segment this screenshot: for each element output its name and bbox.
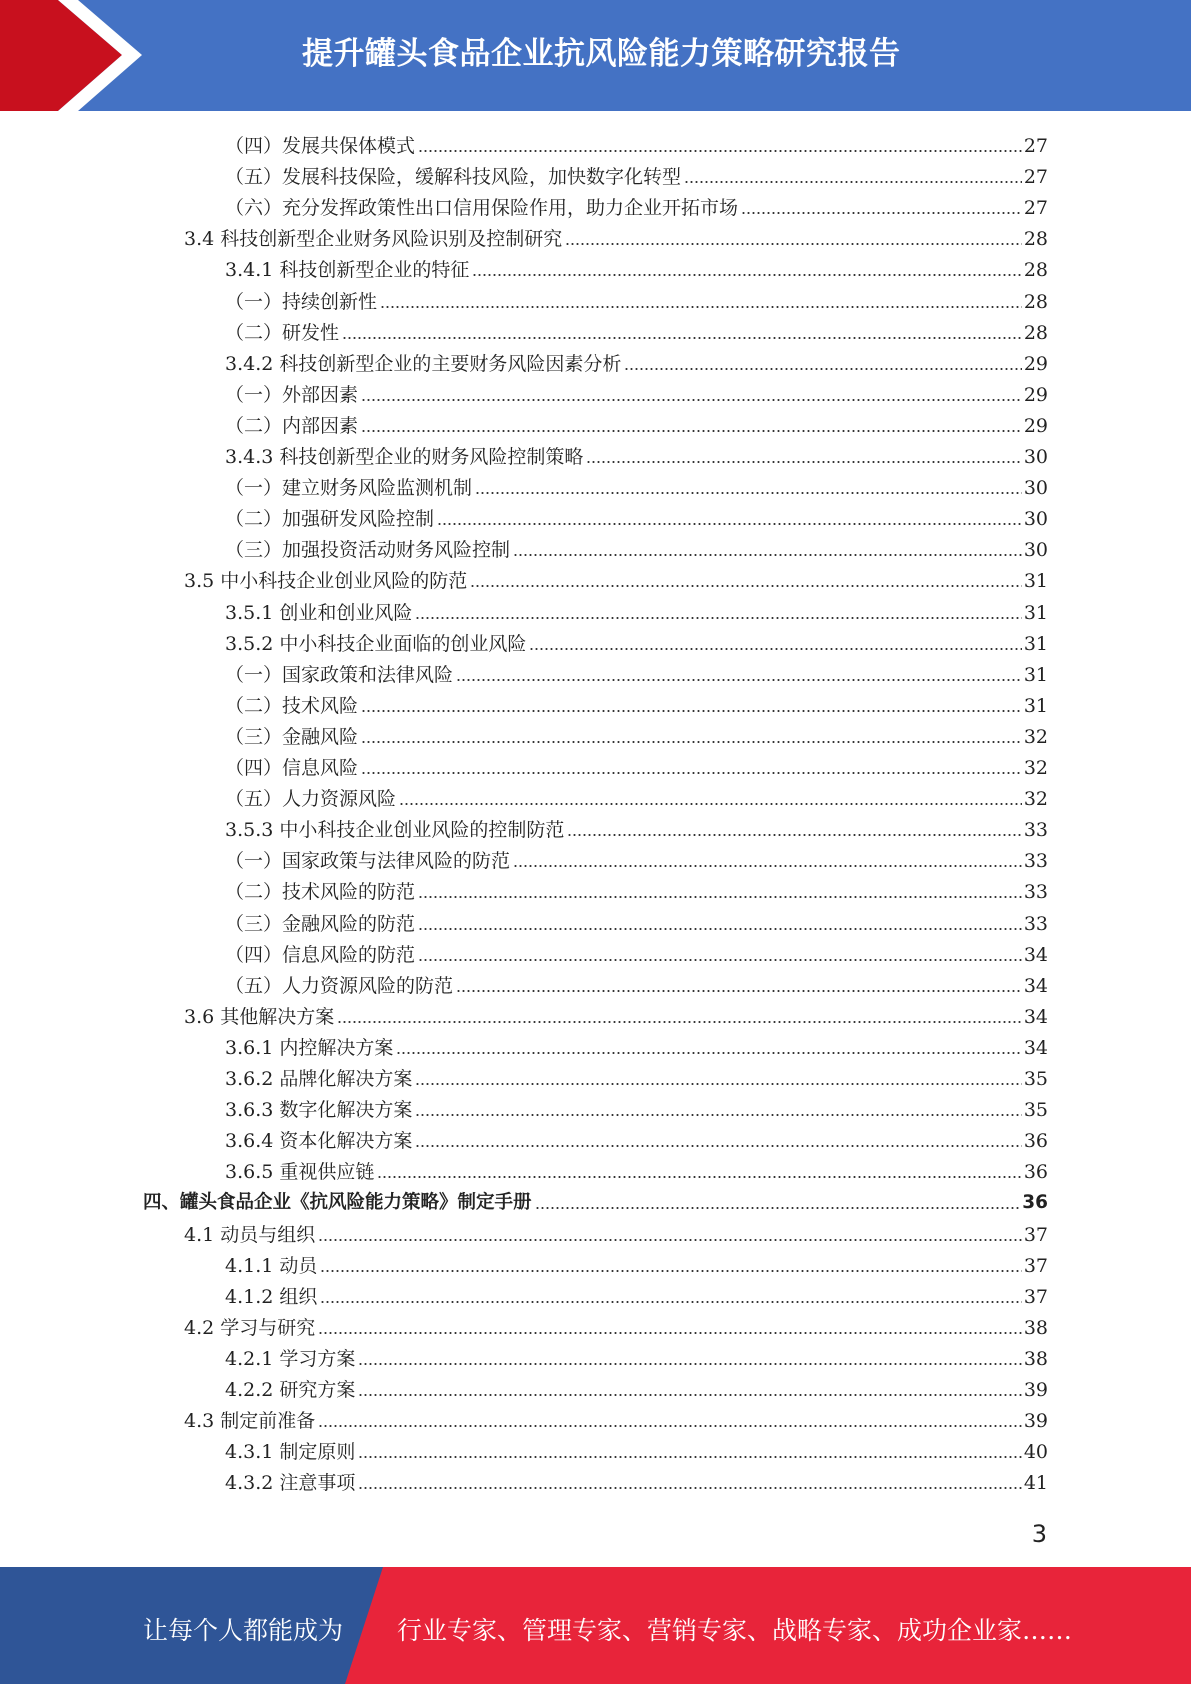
toc-dot-leader (320, 1269, 1021, 1273)
toc-entry-title: （二）研发性 (225, 321, 340, 344)
toc-dot-leader (472, 273, 1021, 277)
toc-entry-title: 3.5 中小科技企业创业风险的防范 (184, 570, 468, 593)
toc-entry-title: （一）建立财务风险监测机制 (225, 477, 473, 500)
toc-dot-leader (415, 1082, 1021, 1086)
toc-dot-leader (358, 1393, 1021, 1397)
toc-entry[interactable] (225, 718, 1048, 749)
toc-entry-title: （五）发展科技保险，缓解科技风险，加快数字化转型 (225, 166, 682, 189)
toc-entry-page: 37 (1023, 1254, 1048, 1277)
toc-entry-page: 28 (1023, 321, 1048, 344)
toc-entry-title: 3.5.3 中小科技企业创业风险的控制防范 (225, 819, 565, 842)
toc-entry-title: 4.1.1 动员 (225, 1254, 318, 1277)
toc-entry-title: 3.4.1 科技创新型企业的特征 (225, 259, 470, 282)
toc-dot-leader (470, 584, 1022, 588)
toc-entry-page: 28 (1023, 259, 1048, 282)
toc-entry[interactable] (225, 1060, 1048, 1091)
toc-entry-page: 36 (1023, 1130, 1048, 1153)
toc-dot-leader (380, 305, 1022, 309)
toc-entry[interactable] (225, 656, 1048, 687)
toc-entry-page: 32 (1023, 725, 1048, 748)
toc-entry[interactable] (225, 905, 1048, 936)
toc-entry-page: 31 (1023, 632, 1048, 655)
toc-entry-page: 34 (1023, 974, 1048, 997)
toc-entry-page: 35 (1023, 1068, 1048, 1090)
toc-entry-page: 32 (1023, 757, 1048, 779)
toc-dot-leader (361, 740, 1022, 744)
toc-entry-page: 28 (1023, 228, 1048, 251)
toc-dot-leader (396, 1051, 1021, 1055)
toc-dot-leader (320, 1300, 1021, 1304)
toc-entry-page: 39 (1023, 1410, 1048, 1433)
toc-entry-title: （二）加强研发风险控制 (225, 508, 435, 531)
toc-entry-title: 4.2.2 研究方案 (225, 1379, 356, 1401)
toc-entry-title: （四）信息风险 (225, 757, 359, 779)
toc-entry-title: （二）技术风险 (225, 694, 359, 717)
toc-entry-title: （三）金融风险的防范 (225, 912, 416, 935)
toc-entry-title: （一）国家政策与法律风险的防范 (225, 850, 511, 873)
footer-slogan-right: 行业专家、管理专家、营销专家、战略专家、成功企业家…… (397, 1616, 1073, 1645)
toc-entry-page: 27 (1023, 197, 1048, 220)
toc-entry[interactable] (225, 469, 1048, 500)
toc-entry-title: 3.6.4 资本化解决方案 (225, 1130, 413, 1153)
toc-entry-page: 40 (1023, 1441, 1048, 1464)
toc-dot-leader (361, 771, 1022, 775)
toc-entry-page: 30 (1023, 508, 1048, 531)
toc-dot-leader (415, 616, 1021, 620)
toc-entry-page: 36 (1023, 1161, 1048, 1184)
toc-entry-page: 33 (1023, 850, 1048, 873)
toc-entry[interactable] (225, 1340, 1048, 1371)
toc-entry[interactable] (225, 283, 1048, 314)
toc-entry-page: 30 (1023, 477, 1048, 500)
toc-entry-title: 3.6.1 内控解决方案 (225, 1036, 394, 1059)
toc-dot-leader (342, 336, 1022, 340)
toc-entry-title: （三）金融风险 (225, 725, 359, 748)
toc-dot-leader (624, 367, 1021, 371)
toc-entry-page: 39 (1023, 1379, 1048, 1401)
toc-dot-leader (513, 553, 1022, 557)
toc-entry-title: （一）持续创新性 (225, 290, 378, 313)
toc-entry-page: 36 (1022, 1192, 1048, 1214)
toc-entry[interactable] (225, 376, 1048, 407)
toc-entry-title: （三）加强投资活动财务风险控制 (225, 539, 511, 562)
toc-entry-title: 3.6.5 重视供应链 (225, 1161, 375, 1184)
toc-entry[interactable] (225, 1029, 1048, 1060)
toc-entry-title: 3.6.2 品牌化解决方案 (225, 1068, 413, 1090)
toc-entry-title: 3.6 其他解决方案 (184, 1005, 335, 1028)
toc-entry-page: 28 (1023, 290, 1048, 313)
toc-entry-page: 31 (1023, 601, 1048, 624)
header-banner (0, 0, 1191, 111)
page-number: 3 (1031, 1520, 1047, 1548)
toc-entry-title: 4.3 制定前准备 (184, 1410, 316, 1433)
toc-entry[interactable] (225, 1091, 1048, 1122)
toc-entry-page: 33 (1023, 912, 1048, 935)
toc-dot-leader (361, 429, 1022, 433)
toc-dot-leader (318, 1331, 1022, 1335)
toc-entry[interactable] (184, 1402, 1048, 1433)
toc-entry[interactable] (225, 1433, 1048, 1464)
toc-entry[interactable] (225, 967, 1048, 998)
toc-entry[interactable] (225, 251, 1048, 282)
toc-entry-title: 4.1.2 组织 (225, 1285, 318, 1308)
toc-entry[interactable] (225, 345, 1048, 376)
toc-entry[interactable] (225, 780, 1048, 811)
toc-dot-leader (456, 989, 1022, 993)
toc-entry[interactable] (225, 158, 1048, 189)
toc-entry-title: （五）人力资源风险的防范 (225, 974, 454, 997)
toc-dot-leader (418, 958, 1022, 962)
toc-entry-page: 41 (1023, 1472, 1048, 1495)
toc-entry[interactable] (225, 189, 1048, 220)
toc-dot-leader (318, 1424, 1022, 1428)
toc-entry[interactable] (184, 220, 1048, 251)
toc-entry[interactable] (225, 1153, 1048, 1184)
toc-dot-leader (318, 1238, 1022, 1242)
toc-entry-title: （六）充分发挥政策性出口信用保险作用，助力企业开拓市场 (225, 197, 739, 220)
toc-entry[interactable] (225, 936, 1048, 967)
toc-dot-leader (586, 460, 1021, 464)
toc-entry[interactable] (184, 1309, 1048, 1340)
toc-entry-page: 31 (1023, 663, 1048, 686)
toc-entry-title: 4.2 学习与研究 (184, 1316, 316, 1339)
toc-dot-leader (377, 1175, 1021, 1179)
toc-entry[interactable] (225, 127, 1048, 158)
toc-entry[interactable] (225, 314, 1048, 345)
toc-entry[interactable] (225, 1122, 1048, 1153)
toc-dot-leader (418, 927, 1022, 931)
toc-entry-title: （一）国家政策和法律风险 (225, 663, 454, 686)
toc-entry[interactable] (143, 1184, 1048, 1215)
toc-dot-leader (418, 149, 1022, 153)
toc-entry[interactable] (225, 1247, 1048, 1278)
toc-entry-title: （四）信息风险的防范 (225, 943, 416, 966)
toc-entry[interactable] (225, 531, 1048, 562)
toc-entry-title: （二）内部因素 (225, 414, 359, 437)
toc-entry-title: （五）人力资源风险 (225, 788, 397, 811)
toc-entry-title: 4.3.1 制定原则 (225, 1441, 356, 1464)
toc-dot-leader (437, 522, 1022, 526)
toc-entry-page: 31 (1023, 694, 1048, 717)
toc-dot-leader (361, 709, 1022, 713)
toc-dot-leader (358, 1486, 1021, 1490)
toc-dot-leader (475, 491, 1022, 495)
toc-entry[interactable] (225, 873, 1048, 904)
toc-dot-leader (415, 1144, 1021, 1148)
toc-entry[interactable] (225, 749, 1048, 780)
toc-dot-leader (565, 242, 1022, 246)
toc-entry[interactable] (225, 438, 1048, 469)
toc-entry-title: 4.1 动员与组织 (184, 1223, 316, 1246)
toc-entry[interactable] (225, 842, 1048, 873)
toc-entry[interactable] (225, 1371, 1048, 1402)
toc-dot-leader (337, 1020, 1022, 1024)
toc-entry-title: （二）技术风险的防范 (225, 881, 416, 904)
toc-entry-title: 3.4.3 科技创新型企业的财务风险控制策略 (225, 446, 584, 468)
toc-entry-page: 35 (1023, 1099, 1048, 1122)
toc-dot-leader (399, 802, 1022, 806)
toc-entry-title: 4.3.2 注意事项 (225, 1472, 356, 1495)
toc-entry[interactable] (184, 1216, 1048, 1247)
toc-dot-leader (361, 398, 1022, 402)
toc-entry-page: 32 (1023, 788, 1048, 811)
toc-entry-page: 31 (1023, 570, 1048, 593)
toc-entry-page: 33 (1023, 881, 1048, 904)
toc-entry[interactable] (225, 407, 1048, 438)
toc-entry[interactable] (225, 1464, 1048, 1495)
toc-entry-page: 38 (1023, 1347, 1048, 1370)
toc-entry-title: 4.2.1 学习方案 (225, 1347, 356, 1370)
toc-dot-leader (741, 211, 1022, 215)
toc-entry-page: 30 (1023, 446, 1048, 468)
toc-entry-page: 38 (1023, 1316, 1048, 1339)
toc-entry[interactable] (225, 811, 1048, 842)
toc-dot-leader (535, 1206, 1021, 1210)
toc-entry-title: （四）发展共保体模式 (225, 135, 416, 157)
toc-entry-title: 3.4.2 科技创新型企业的主要财务风险因素分析 (225, 352, 622, 375)
toc-dot-leader (684, 180, 1022, 184)
toc-dot-leader (456, 678, 1022, 682)
toc-entry-title: 3.5.2 中小科技企业面临的创业风险 (225, 632, 527, 655)
toc-entry-page: 34 (1023, 1005, 1048, 1028)
toc-entry[interactable] (225, 687, 1048, 718)
toc-entry[interactable] (184, 998, 1048, 1029)
toc-dot-leader (358, 1362, 1021, 1366)
toc-entry-page: 34 (1023, 1036, 1048, 1059)
toc-dot-leader (529, 647, 1021, 651)
toc-dot-leader (415, 1113, 1021, 1117)
toc-entry[interactable] (225, 625, 1048, 656)
toc-entry-title: 3.6.3 数字化解决方案 (225, 1099, 413, 1122)
footer-slogan-left: 让每个人都能成为 (143, 1616, 344, 1645)
toc-dot-leader (513, 864, 1022, 868)
toc-dot-leader (358, 1455, 1021, 1459)
toc-entry[interactable] (225, 1278, 1048, 1309)
footer-banner (0, 1567, 1191, 1684)
toc-entry[interactable] (225, 500, 1048, 531)
toc-entry-page: 34 (1023, 943, 1048, 966)
report-title: 提升罐头食品企业抗风险能力策略研究报告 (302, 36, 901, 72)
toc-entry-page: 29 (1023, 414, 1048, 437)
toc-dot-leader (418, 895, 1022, 899)
toc-entry-page: 37 (1023, 1285, 1048, 1308)
toc-entry-page: 29 (1023, 352, 1048, 375)
toc-entry-title: （一）外部因素 (225, 383, 359, 406)
toc-entry[interactable] (184, 562, 1048, 593)
toc-entry-title: 四、罐头食品企业《抗风险能力策略》制定手册 (143, 1192, 532, 1214)
toc-entry-page: 29 (1023, 383, 1048, 406)
toc-entry-page: 27 (1023, 135, 1048, 157)
toc-entry-page: 27 (1023, 166, 1048, 189)
toc-entry[interactable] (225, 594, 1048, 625)
toc-dot-leader (567, 833, 1021, 837)
toc-entry-title: 3.5.1 创业和创业风险 (225, 601, 413, 624)
toc-entry-page: 33 (1023, 819, 1048, 842)
toc-entry-title: 3.4 科技创新型企业财务风险识别及控制研究 (184, 228, 563, 251)
toc-entry-page: 37 (1023, 1223, 1048, 1246)
toc-entry-page: 30 (1023, 539, 1048, 562)
